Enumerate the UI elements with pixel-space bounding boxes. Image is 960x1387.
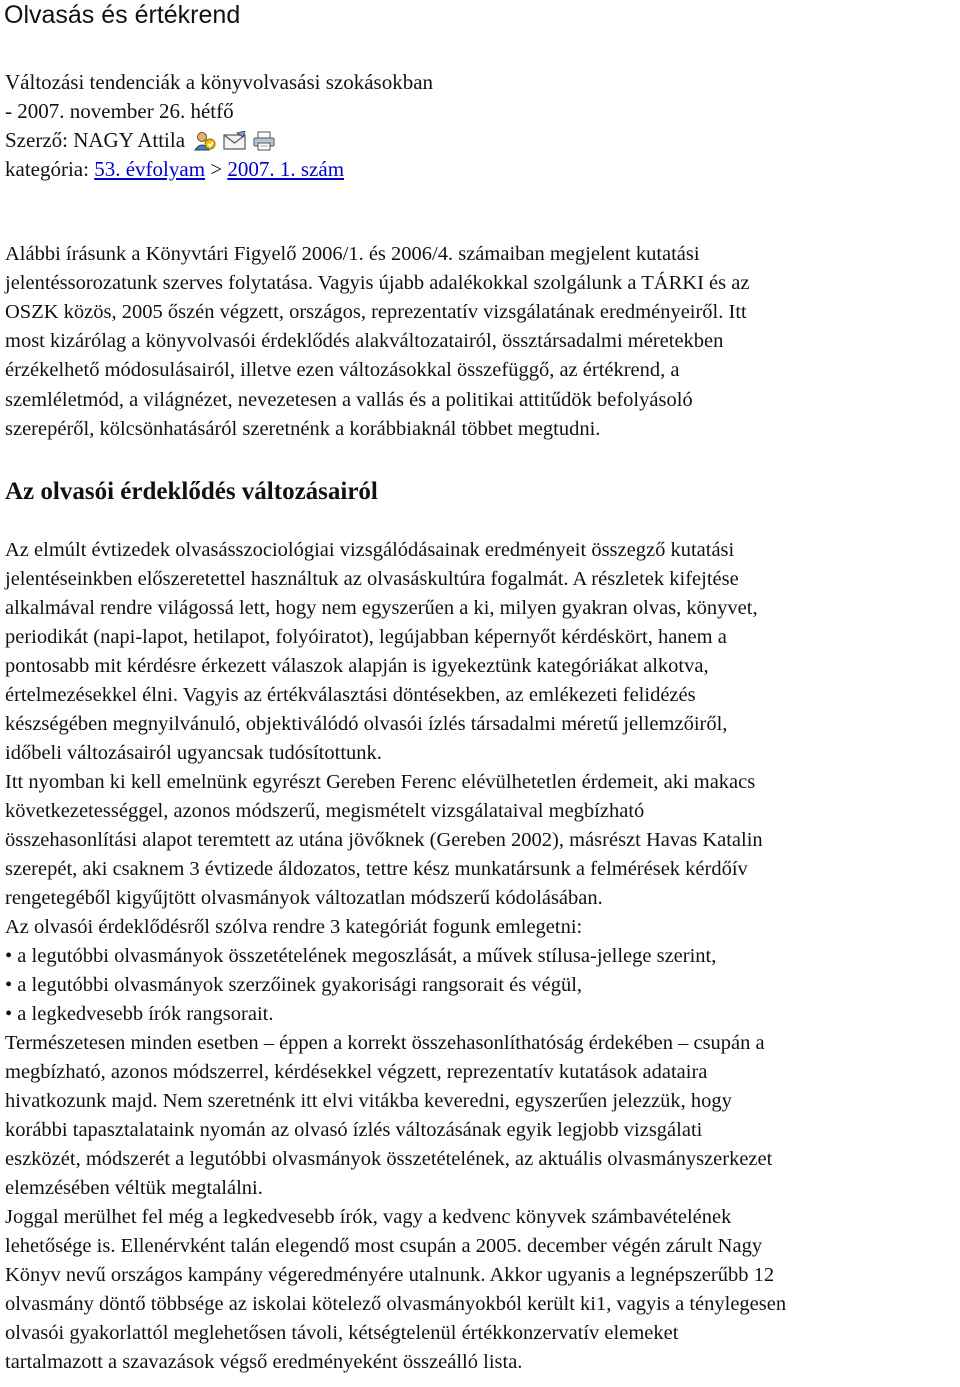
body-line: tartalmazott a szavazások végső eredményeként összeálló lista. — [5, 1351, 523, 1373]
article-subtitle: Változási tendenciák a könyvolvasási szokásokban — [5, 70, 434, 94]
intro-line: Alábbi írásunk a Könyvtári Figyelő 2006/1. és 2006/4. számaiban megjelent kutatási — [5, 243, 700, 265]
body-line: készségében megnyilvánuló, objektiválódó olvasói ízlés társadalmi méretű jellemzőiről, — [5, 713, 728, 735]
body-line: eszközét, módszerét a legutóbbi olvasmányok összetételének, az aktuális olvasmányszerkezet — [5, 1148, 773, 1170]
body-line: elemzésében véltük megtalálni. — [5, 1177, 263, 1199]
body-line: periodikát (napi-lapot, hetilapot, folyóiratot), legújabban képernyőt kérdéskört, hanem a — [5, 626, 727, 648]
page-title: Olvasás és értékrend — [4, 1, 241, 29]
body-line: jelentéseinkben előszeretettel használtuk az olvasáskultúra fogalmát. A részletek kifejtése — [5, 568, 739, 590]
body-line: értelmezésekkel élni. Vagyis az értékválasztási döntésekben, az emlékezeti felidézés — [5, 684, 696, 706]
intro-line: érzékelhető módosulásairól, illetve ezen változásokkal összefüggő, az értékrend, a — [5, 359, 680, 381]
body-line: Az elmúlt évtizedek olvasásszociológiai vizsgálódásainak eredményeit összegző kutatási — [5, 539, 735, 561]
body-line: Könyv nevű országos kampány végeredményére utalnunk. Akkor ugyanis a legnépszerűbb 12 — [5, 1264, 775, 1286]
body-line: következetességgel, azonos módszerű, megismételt vizsgálataival megbízható — [5, 800, 645, 822]
category-label: kategória: — [5, 157, 89, 181]
body-line: korábbi tapasztalataink nyomán az olvasó ízlés változásának egyik legjobb vizsgálati — [5, 1119, 703, 1141]
body-line: szerepét, aki csaknem 3 évtizede áldozatos, tettre kész munkatársunk a felmérések kérdőív — [5, 858, 748, 880]
body-line: Itt nyomban ki kell emelnünk egyrészt Gereben Ferenc elévülhetetlen érdemeit, aki makacs — [5, 771, 756, 793]
intro-line: jelentéssorozatunk szerves folytatása. Vagyis újabb adalékokkal szolgálunk a TÁRKI és az — [5, 272, 750, 294]
body-line: Természetesen minden esetben – éppen a korrekt összehasonlíthatóság érdekében – csupán a — [5, 1032, 765, 1054]
list-item: • a legutóbbi olvasmányok szerzőinek gyakorisági rangsorait és végül, — [5, 974, 583, 996]
list-item: • a legkedvesebb írók rangsorait. — [5, 1003, 274, 1025]
body-line: lehetősége is. Ellenérvként talán elegendő most csupán a 2005. december végén zárult Nagy — [5, 1235, 763, 1257]
body-line: olvasói gyakorlattól meglehetősen távoli, kétségtelenül értékkonzervatív elemeket — [5, 1322, 679, 1344]
body-line: pontosabb mit kérdésre érkezett válaszok alapján is igyekeztünk kategóriákat alkotva, — [5, 655, 709, 677]
body-line: Joggal merülhet fel még a legkedvesebb írók, vagy a kedvenc könyvek számbavételének — [5, 1206, 732, 1228]
article-date: - 2007. november 26. hétfő — [5, 99, 234, 123]
category-line — [5, 155, 344, 184]
intro-line: OSZK közös, 2005 őszén végzett, országos, reprezentatív vizsgálatának eredményeiről. Itt — [5, 301, 747, 323]
category-separator: > — [210, 157, 223, 181]
body-line: hivatkozunk majd. Nem szeretnénk itt elvi vitákba keveredni, egyszerűen jelezzük, hogy — [5, 1090, 732, 1112]
author-label: Szerző: NAGY Attila — [5, 128, 186, 152]
intro-line: szerepéről, kölcsönhatásáról szeretnénk a korábbiaknál többet megtudni. — [5, 418, 601, 440]
category-volume-link[interactable]: 53. évfolyam — [94, 157, 206, 181]
body-line: alkalmával rendre világossá lett, hogy nem egyszerűen a ki, milyen gyakran olvas, könyvet, — [5, 597, 758, 619]
body-line: rengetegéből kigyűjtött olvasmányok változatlan módszerű kódolásában. — [5, 887, 603, 909]
category-issue-link[interactable]: 2007. 1. szám — [227, 157, 345, 181]
body-line: összehasonlítási alapot teremtett az utána jövőknek (Gereben 2002), másrészt Havas Katalin — [5, 829, 763, 851]
body-line: megbízható, azonos módszerrel, kérdésekkel végzett, reprezentatív kutatások adataira — [5, 1061, 708, 1083]
intro-line: most kizárólag a könyvolvasói érdeklődés alakváltozatairól, össztársadalmi méretekben — [5, 330, 724, 352]
intro-line: szemléletmód, a világnézet, nevezetesen a vallás és a politikai attitűdök befolyásoló — [5, 389, 693, 411]
body-line: olvasmány döntő többsége az iskolai kötelező olvasmányokból került ki1, vagyis a ténylegesen — [5, 1293, 787, 1315]
body-line: Az olvasói érdeklődésről szólva rendre 3 kategóriát fogunk emlegetni: — [5, 916, 583, 938]
body-line: időbeli változásairól ugyancsak tudósítottunk. — [5, 742, 382, 764]
section-heading: Az olvasói érdeklődés változásairól — [5, 478, 378, 505]
list-item: • a legutóbbi olvasmányok összetételének megoszlását, a művek stílusa-jellege szerint, — [5, 945, 717, 967]
